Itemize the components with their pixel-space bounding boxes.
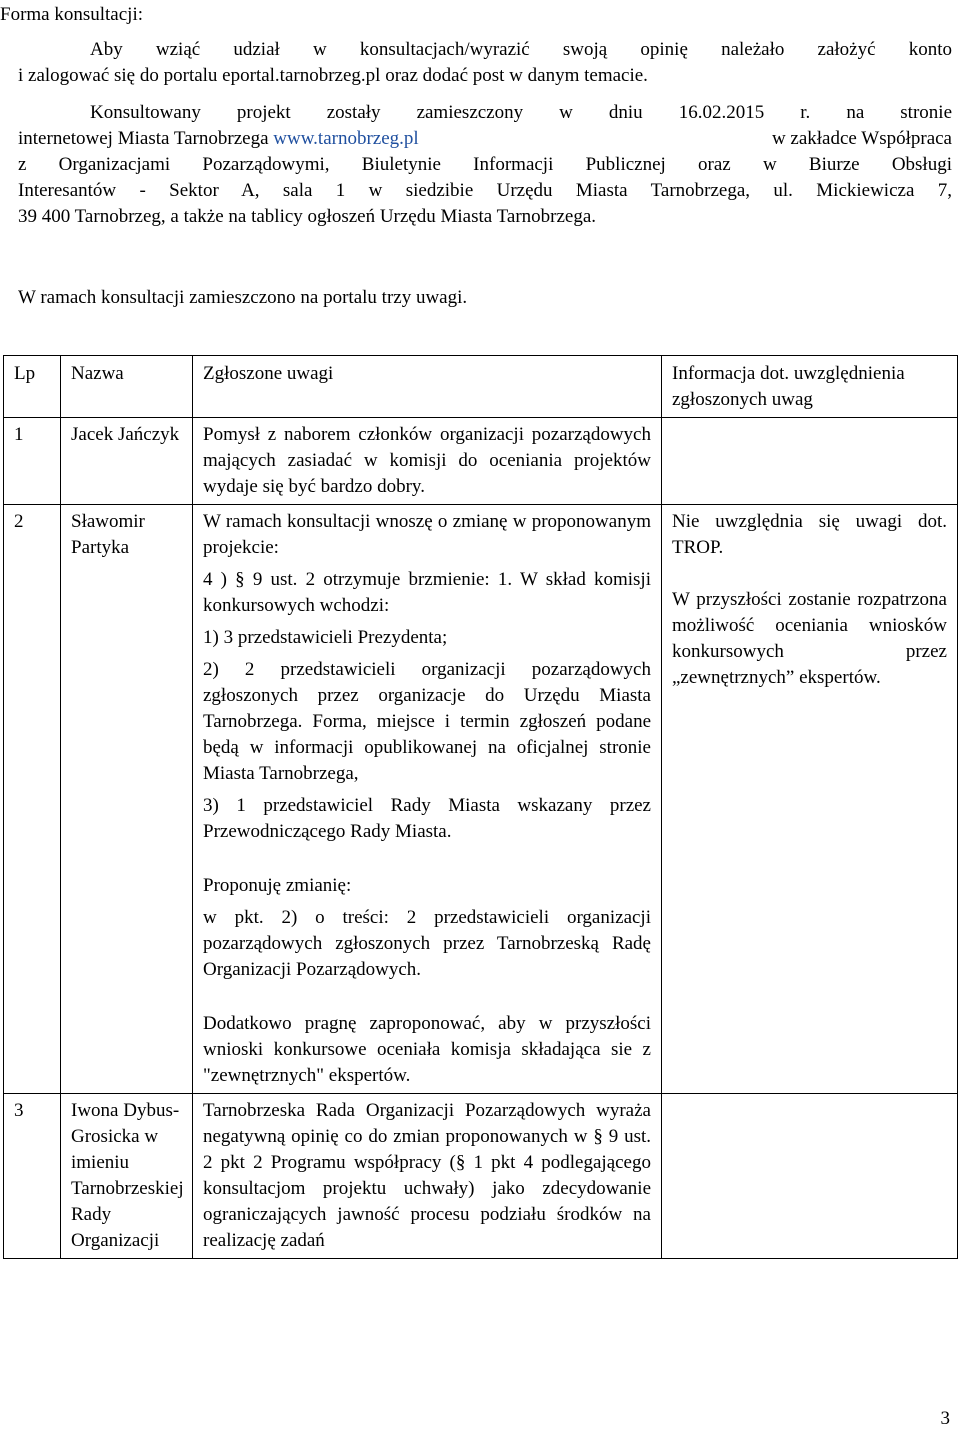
row-info (662, 505, 958, 1094)
row-info (662, 1094, 958, 1259)
row-lp: 3 (4, 1094, 61, 1259)
table-header-row (4, 356, 958, 418)
row-nazwa: Jacek Jańczyk (61, 418, 193, 505)
intro-paragraph-2-line-2 (18, 126, 952, 152)
intro-text: internetowej Miasta Tarnobrzega www.tarnobrzeg.pl (18, 128, 419, 149)
row-nazwa: Iwona Dybus-Grosicka w imieniu Tarnobrzeskiej Rady Organizacji (61, 1094, 193, 1259)
comment-paragraph: Pomysł z naborem członków organizacji pozarządowych mających zasiadać w komisji do oceniania projektów wydaje się być bardzo dobry. (203, 424, 651, 497)
comment-paragraph: 2) 2 przedstawicieli organizacji pozarządowych zgłoszonych przez organizacje do Urzędu Miasta Tarnobrzega. Forma, miejsce i termin zgłoszeń podane będą w informacji opublikowanej na oficjalnej stronie Miasta Tarnobrzega, (203, 659, 651, 784)
table-row (4, 505, 958, 1094)
row-nazwa: Sławomir Partyka (61, 505, 193, 1094)
intro-text-tail: w zakładce Współpraca (771, 128, 952, 149)
comment-paragraph: 1) 3 przedstawicieli Prezydenta; (203, 627, 448, 648)
website-link[interactable]: www.tarnobrzeg.pl (273, 128, 419, 149)
comment-paragraph: Proponuję zmianię: (203, 875, 352, 896)
table-row (4, 1094, 958, 1259)
row-uwagi (193, 418, 662, 505)
intro-paragraph-2-line-4: Interesantów - Sektor A, sala 1 w siedzibie Urzędu Miasta Tarnobrzega, ul. Mickiewicza 7, (18, 180, 952, 201)
row-uwagi (193, 505, 662, 1094)
header-lp: Lp (4, 356, 61, 418)
comment-paragraph: 3) 1 przedstawiciel Rady Miasta wskazany przez Przewodniczącego Rady Miasta. (203, 795, 651, 842)
row-lp: 1 (4, 418, 61, 505)
comment-paragraph: w pkt. 2) o treści: 2 przedstawicieli organizacji pozarządowych zgłoszonych przez Tarnobrzeską Radę Organizacji Pozarządowych. (203, 907, 651, 980)
comment-paragraph: 4 ) § 9 ust. 2 otrzymuje brzmienie: 1. W skład komisji konkursowych wchodzi: (203, 569, 651, 616)
header-uwagi: Zgłoszone uwagi (193, 356, 662, 418)
intro-paragraph-3: W ramach konsultacji zamieszczono na portalu trzy uwagi. (18, 287, 468, 308)
comment-paragraph: Dodatkowo pragnę zaproponować, aby w przyszłości wnioski konkursowe oceniała komisja składająca sie z "zewnętrznych" ekspertów. (203, 1013, 651, 1086)
row-lp: 2 (4, 505, 61, 1094)
intro-paragraph-2-line-1: Konsultowany projekt zostały zamieszczony w dniu 16.02.2015 r. na stronie (90, 102, 952, 123)
info-paragraph: Nie uwzględnia się uwagi dot. TROP. (672, 511, 947, 558)
comment-paragraph: W ramach konsultacji wnoszę o zmianę w proponowanym projekcie: (203, 511, 651, 558)
comment-paragraph: Tarnobrzeska Rada Organizacji Pozarządowych wyraża negatywną opinię co do zmian proponowanych w § 9 ust. 2 pkt 2 Programu współpracy (§ 1 pkt 4 podlegającego konsultacjom projektu uchwały) jako zdecydowanie ograniczających jawność procesu podziału środków na realizację zadań (203, 1100, 651, 1251)
header-info: Informacja dot. uwzględnienia zgłoszonych uwag (662, 356, 958, 418)
header-nazwa: Nazwa (61, 356, 193, 418)
section-heading: Forma konsultacji: (0, 4, 144, 25)
info-paragraph: W przyszłości zostanie rozpatrzona możliwość oceniania wniosków konkursowych przez „zewnętrznych” ekspertów. (672, 589, 947, 688)
page-number: 3 (940, 1408, 950, 1429)
consultation-table (3, 355, 958, 1259)
table-row (4, 418, 958, 505)
intro-paragraph-2-line-3: z Organizacjami Pozarządowymi, Biuletynie Informacji Publicznej oraz w Biurze Obsługi (18, 154, 952, 175)
intro-paragraph-1-line-1: Aby wziąć udział w konsultacjach/wyrazić swoją opinię należało założyć konto (90, 39, 952, 60)
intro-paragraph-2-line-5: 39 400 Tarnobrzeg, a także na tablicy ogłoszeń Urzędu Miasta Tarnobrzega. (18, 206, 597, 227)
intro-paragraph-1-line-2: i zalogować się do portalu eportal.tarnobrzeg.pl oraz dodać post w danym temacie. (18, 65, 648, 86)
row-info (662, 418, 958, 505)
row-uwagi (193, 1094, 662, 1259)
